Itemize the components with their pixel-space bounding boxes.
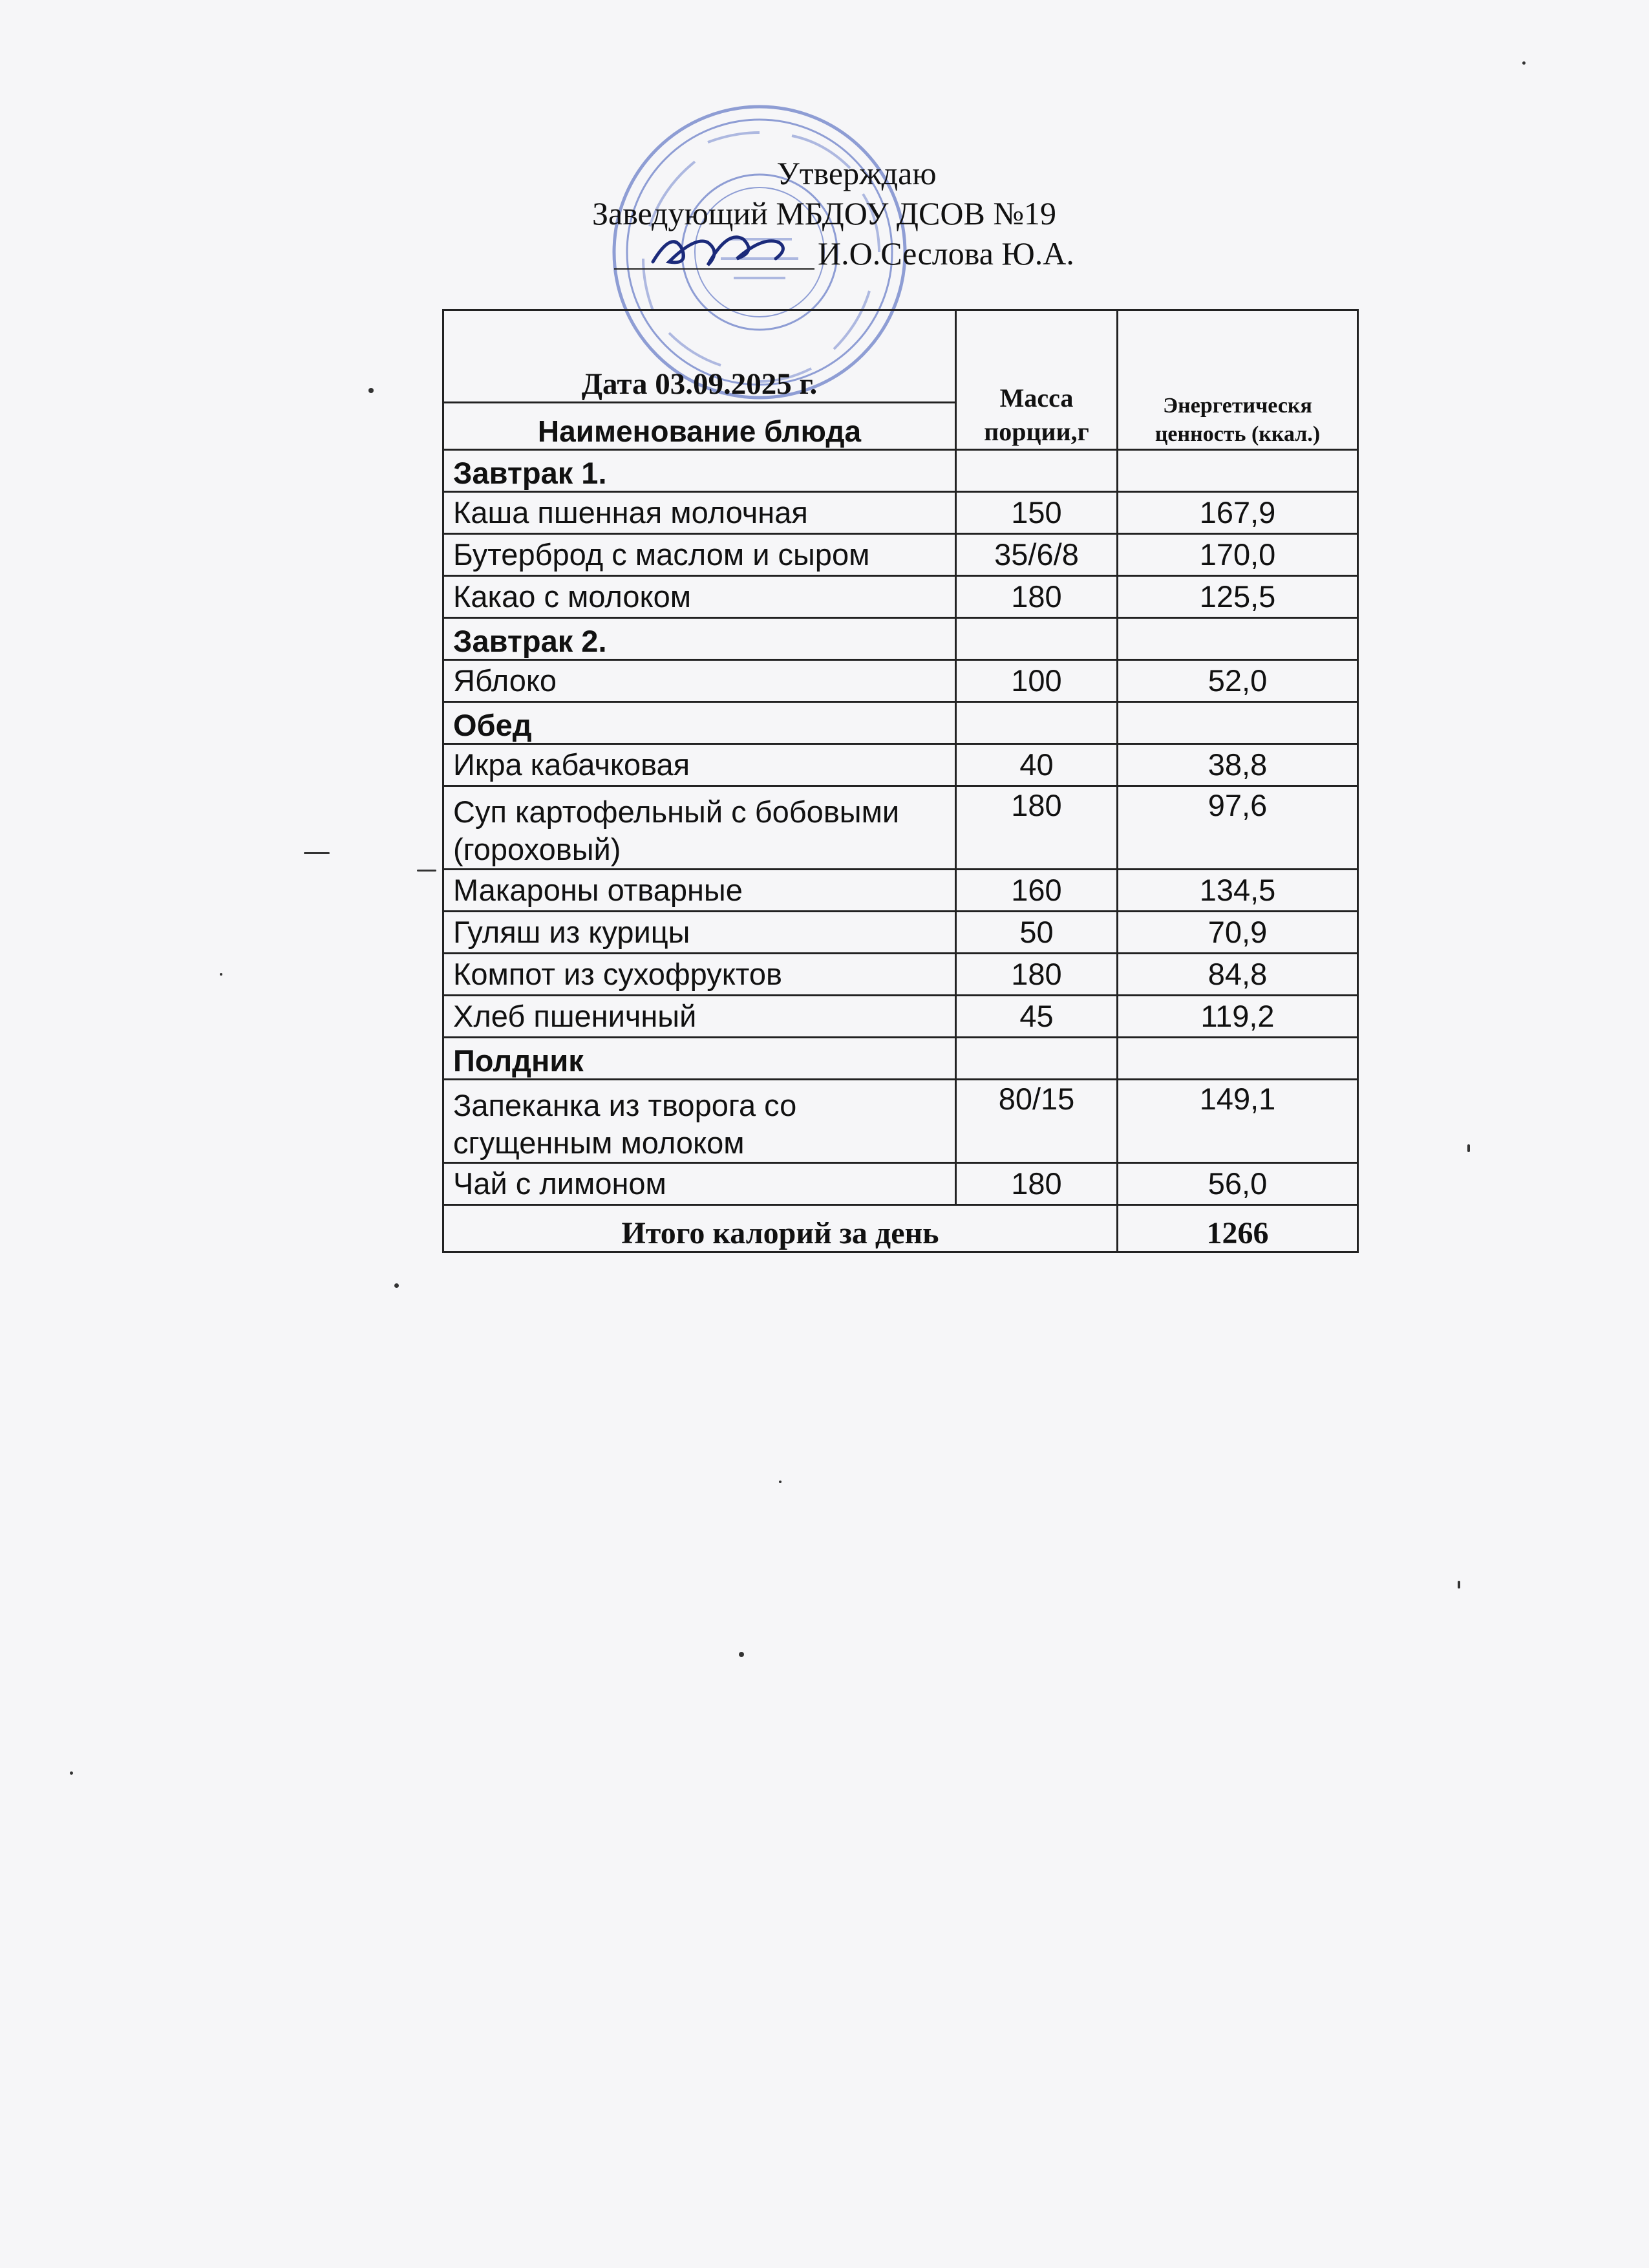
- section-row: [443, 450, 1358, 492]
- dish-energy: 149,1: [1118, 1080, 1358, 1163]
- approval-title: Утверждаю: [776, 155, 937, 191]
- dish-energy: 125,5: [1118, 576, 1358, 618]
- scan-speck: [1522, 61, 1526, 65]
- dish-mass: 45: [956, 996, 1118, 1038]
- dish-name: Бутерброд с маслом и сыром: [443, 534, 956, 576]
- approval-position: Заведующий МБДОУ ДСОВ №19: [591, 195, 1057, 231]
- table-row: [443, 1163, 1358, 1205]
- menu-table: [442, 309, 1359, 1253]
- section-title: Обед: [443, 702, 956, 744]
- dish-mass: 180: [956, 1163, 1118, 1205]
- table-row: [443, 786, 1358, 870]
- dish-energy: 38,8: [1118, 744, 1358, 786]
- table-row: [443, 870, 1358, 912]
- scan-speck: [1467, 1144, 1470, 1152]
- approval-signer: И.О.Сеслова Ю.А.: [818, 235, 1074, 272]
- total-label: Итого калорий за день: [443, 1205, 1118, 1252]
- dish-energy: 52,0: [1118, 660, 1358, 702]
- empty-cell: [956, 450, 1118, 492]
- empty-cell: [956, 618, 1118, 660]
- dish-energy: 70,9: [1118, 912, 1358, 954]
- scan-speck: [779, 1481, 782, 1483]
- dish-mass: 50: [956, 912, 1118, 954]
- dish-name-header: Наименование блюда: [443, 403, 956, 450]
- scan-speck: [220, 973, 222, 976]
- dish-name: Гуляш из курицы: [443, 912, 956, 954]
- header-row: [443, 310, 1358, 403]
- scan-speck: [70, 1771, 73, 1775]
- dish-energy: 167,9: [1118, 492, 1358, 534]
- dish-energy: 170,0: [1118, 534, 1358, 576]
- dish-mass: 150: [956, 492, 1118, 534]
- empty-cell: [1118, 1038, 1358, 1080]
- scan-speck: [739, 1652, 744, 1657]
- scan-speck: [394, 1283, 399, 1288]
- table-row: [443, 1080, 1358, 1163]
- energy-header: Энергетическя ценность (ккал.): [1118, 310, 1358, 450]
- dish-name: Чай с лимоном: [443, 1163, 956, 1205]
- dish-name: Икра кабачковая: [443, 744, 956, 786]
- dish-name: Хлеб пшеничный: [443, 996, 956, 1038]
- total-row: [443, 1205, 1358, 1252]
- scan-speck: [1458, 1581, 1460, 1589]
- section-row: [443, 618, 1358, 660]
- dish-mass: 80/15: [956, 1080, 1118, 1163]
- section-row: [443, 702, 1358, 744]
- dish-name: Суп картофельный с бобовыми (гороховый): [443, 786, 956, 870]
- table-row: [443, 660, 1358, 702]
- dish-name: Запеканка из творога со сгущенным молоком: [443, 1080, 956, 1163]
- dish-mass: 100: [956, 660, 1118, 702]
- scan-speck: [368, 388, 374, 393]
- empty-cell: [956, 1038, 1118, 1080]
- dish-mass: 40: [956, 744, 1118, 786]
- scan-speck: [417, 870, 436, 872]
- empty-cell: [1118, 618, 1358, 660]
- dish-energy: 84,8: [1118, 954, 1358, 996]
- scan-speck: [304, 852, 330, 854]
- section-row: [443, 1038, 1358, 1080]
- empty-cell: [1118, 450, 1358, 492]
- table-row: [443, 912, 1358, 954]
- table-row: [443, 492, 1358, 534]
- section-title: Завтрак 2.: [443, 618, 956, 660]
- table-row: [443, 744, 1358, 786]
- dish-energy: 56,0: [1118, 1163, 1358, 1205]
- date-header: Дата 03.09.2025 г.: [443, 310, 956, 403]
- dish-name: Макароны отварные: [443, 870, 956, 912]
- dish-mass: 180: [956, 954, 1118, 996]
- table-row: [443, 996, 1358, 1038]
- dish-name: Яблоко: [443, 660, 956, 702]
- dish-energy: 97,6: [1118, 786, 1358, 870]
- total-value: 1266: [1118, 1205, 1358, 1252]
- dish-mass: 180: [956, 786, 1118, 870]
- dish-name: Компот из сухофруктов: [443, 954, 956, 996]
- dish-mass: 160: [956, 870, 1118, 912]
- dish-mass: 180: [956, 576, 1118, 618]
- empty-cell: [1118, 702, 1358, 744]
- dish-energy: 119,2: [1118, 996, 1358, 1038]
- dish-mass: 35/6/8: [956, 534, 1118, 576]
- section-title: Полдник: [443, 1038, 956, 1080]
- table-row: [443, 954, 1358, 996]
- mass-header: Масса порции,г: [956, 310, 1118, 450]
- dish-energy: 134,5: [1118, 870, 1358, 912]
- table-row: [443, 534, 1358, 576]
- section-title: Завтрак 1.: [443, 450, 956, 492]
- dish-name: Какао с молоком: [443, 576, 956, 618]
- empty-cell: [956, 702, 1118, 744]
- signature: [646, 223, 814, 275]
- table-row: [443, 576, 1358, 618]
- dish-name: Каша пшенная молочная: [443, 492, 956, 534]
